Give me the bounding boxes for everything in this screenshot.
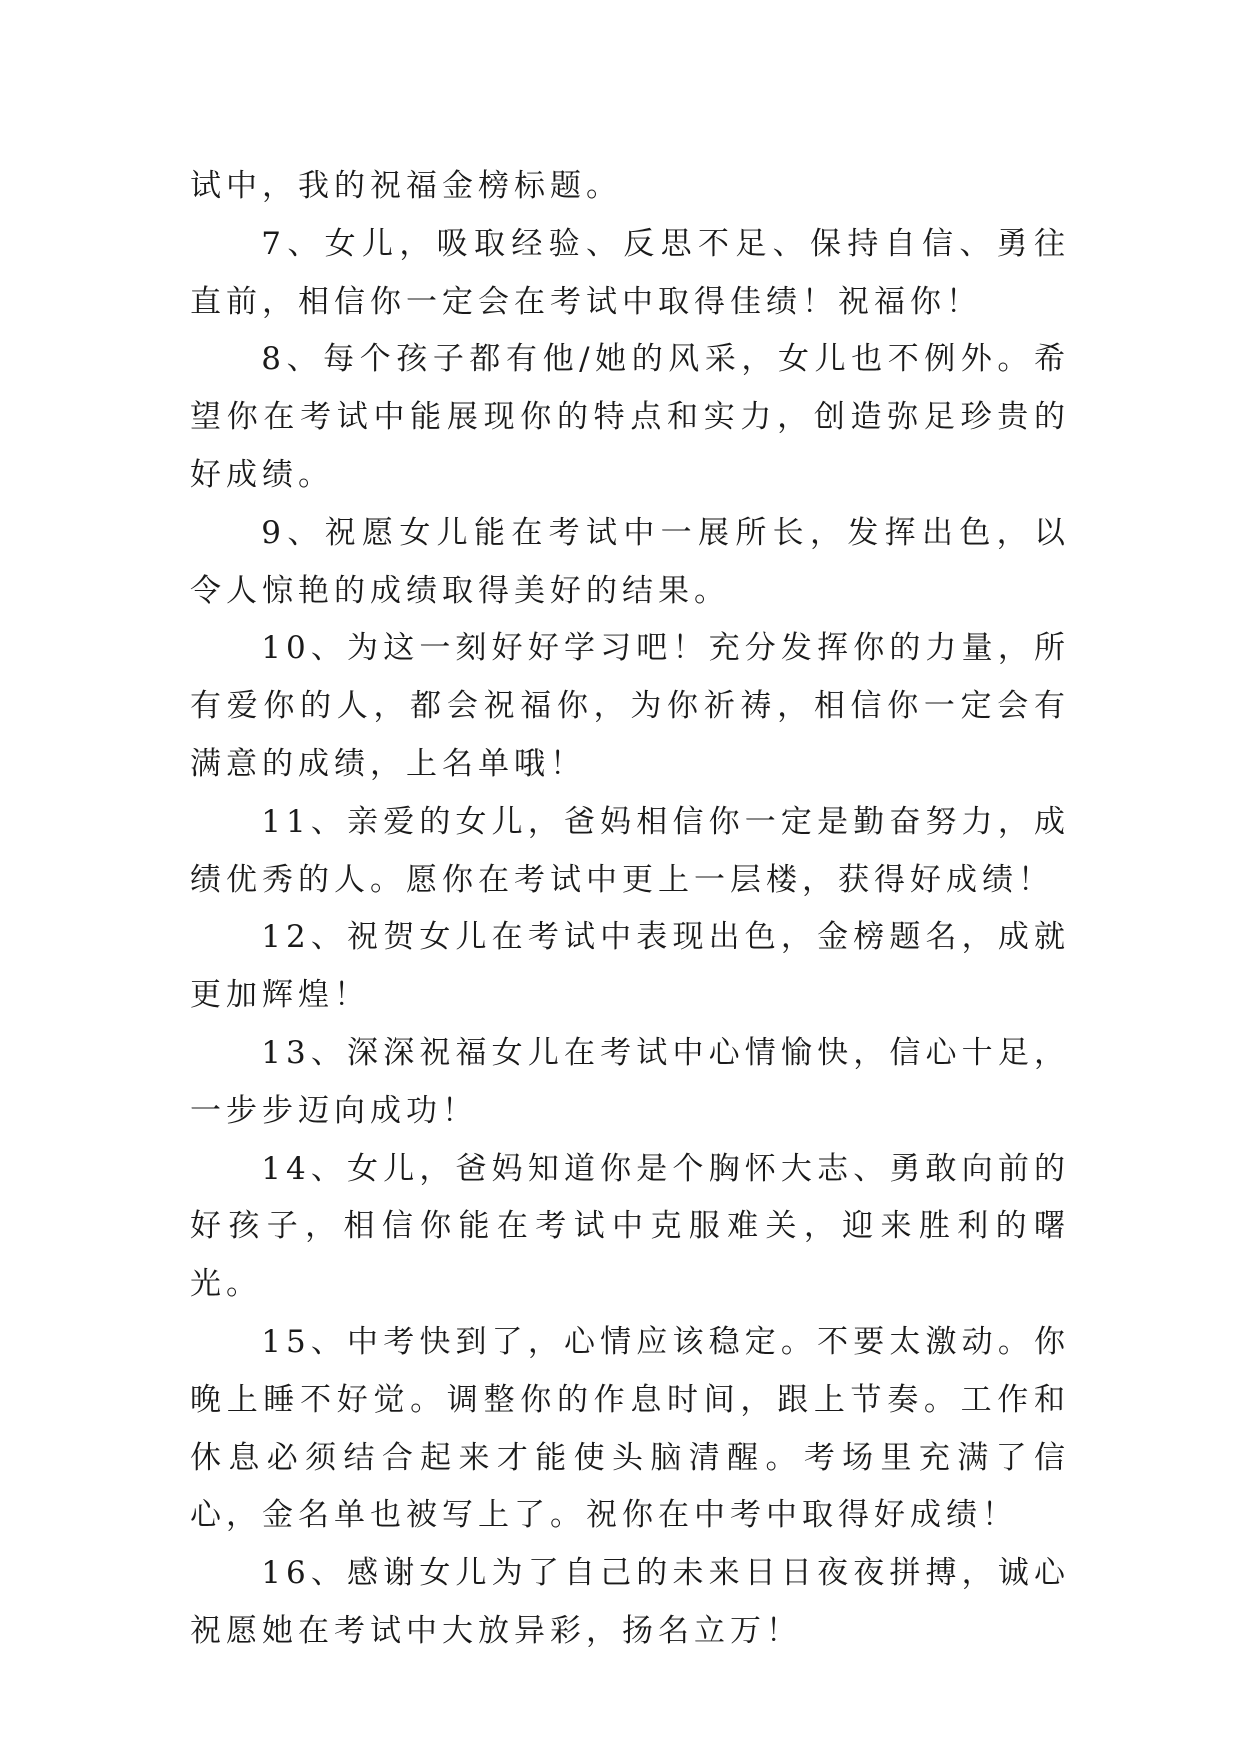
paragraph-14: 14、女儿，爸妈知道你是个胸怀大志、勇敢向前的好孩子，相信你能在考试中克服难关，迎来胜利的曙光。 [190,1150,1070,1303]
paragraph-16: 16、感谢女儿为了自己的未来日日夜夜拼搏，诚心祝愿她在考试中大放异彩，扬名立万！ [190,1555,1070,1649]
paragraph-continuation: 试中，我的祝福金榜标题。 [190,168,622,204]
paragraph-11: 11、亲爱的女儿，爸妈相信你一定是勤奋努力，成绩优秀的人。愿你在考试中更上一层楼，获得好成绩！ [190,803,1070,898]
paragraph-15: 15、中考快到了，心情应该稳定。不要太激动。你晚上睡不好觉。调整你的作息时间，跟上节奏。工作和休息必须结合起来才能使头脑清醒。考场里充满了信心，金名单也被写上了。祝你在中考中取得好成绩！ [190,1323,1070,1534]
paragraph-12: 12、祝贺女儿在考试中表现出色，金榜题名，成就更加辉煌！ [190,919,1070,1014]
paragraph-13: 13、深深祝福女儿在考试中心情愉快，信心十足，一步步迈向成功！ [190,1034,1070,1129]
paragraph-8: 8、每个孩子都有他/她的风采，女儿也不例外。希望你在考试中能展现你的特点和实力，创造弥足珍贵的好成绩。 [190,341,1070,493]
paragraph-7: 7、女儿，吸取经验、反思不足、保持自信、勇往直前，相信你一定会在考试中取得佳绩！祝福你！ [190,225,1070,320]
paragraph-9: 9、祝愿女儿能在考试中一展所长，发挥出色，以令人惊艳的成绩取得美好的结果。 [190,514,1070,609]
paragraph-10: 10、为这一刻好好学习吧！充分发挥你的力量，所有爱你的人，都会祝福你，为你祈祷，相信你一定会有满意的成绩，上名单哦！ [190,630,1070,782]
document-body [190,158,1070,1661]
